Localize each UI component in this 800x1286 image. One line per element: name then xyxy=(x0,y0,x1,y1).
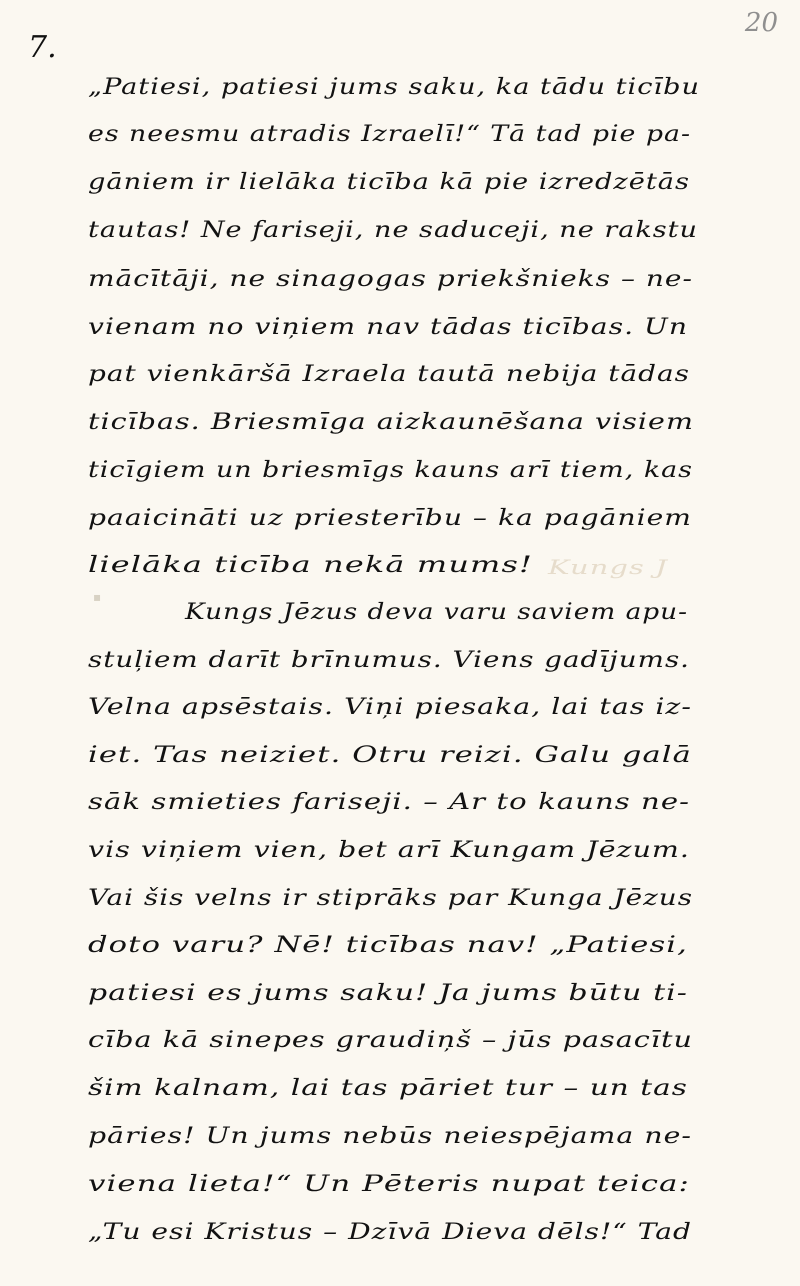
page-number: 7. xyxy=(28,30,57,65)
text-line: cība kā sinepes graudiņš – jūs pasacītu xyxy=(88,1028,693,1053)
text-line: vis viņiem vien, bet arī Kungam Jēzum. xyxy=(88,838,690,863)
ink-mark: ▪ xyxy=(93,590,102,604)
text-line: mācītāji, ne sinagogas priekšnieks – ne- xyxy=(88,267,693,292)
text-line: patiesi es jums saku! Ja jums būtu ti- xyxy=(88,981,688,1006)
text-line: sāk smieties fariseji. – Ar to kauns ne- xyxy=(88,790,690,815)
text-line: Kungs Jēzus deva varu saviem apu- xyxy=(185,600,688,625)
text-line: Vai šis velns ir stiprāks par Kunga Jēzus xyxy=(88,886,693,911)
text-line: Velna apsēstais. Viņi piesaka, lai tas iz- xyxy=(88,695,692,720)
text-line: tautas! Ne fariseji, ne saduceji, ne rakstu xyxy=(88,218,698,243)
text-line: pat vienkāršā Izraela tautā nebija tādas xyxy=(88,362,690,387)
text-line: doto varu? Nē! ticības nav! „Patiesi, xyxy=(88,933,688,958)
text-line: stuļiem darīt brīnumus. Viens gadījums. xyxy=(88,648,690,673)
text-line: lielāka ticība nekā mums! xyxy=(88,553,533,578)
text-line: ticīgiem un briesmīgs kauns arī tiem, kas xyxy=(88,458,693,483)
text-line: ticības. Briesmīga aizkaunēšana visiem xyxy=(88,410,694,435)
text-line: iet. Tas neiziet. Otru reizi. Galu galā xyxy=(88,743,692,768)
struck-out-fragment: Kungs J xyxy=(548,555,668,579)
text-line: viena lieta!“ Un Pēteris nupat teica: xyxy=(88,1172,690,1197)
text-line: „Patiesi, patiesi jums saku, ka tādu ticību xyxy=(88,75,700,100)
text-line: „Tu esi Kristus – Dzīvā Dieva dēls!“ Tad xyxy=(88,1220,692,1245)
archive-number: 20 xyxy=(744,8,778,38)
text-line: es neesmu atradis Izraelī!“ Tā tad pie pa- xyxy=(88,122,691,147)
text-line: paaicināti uz priesterību – ka pagāniem xyxy=(88,506,692,531)
text-line: šim kalnam, lai tas pāriet tur – un tas xyxy=(88,1076,688,1101)
text-line: pāries! Un jums nebūs neiespējama ne- xyxy=(88,1124,692,1149)
text-line: vienam no viņiem nav tādas ticības. Un xyxy=(88,315,688,340)
text-line: gāniem ir lielāka ticība kā pie izredzētās xyxy=(88,170,690,195)
